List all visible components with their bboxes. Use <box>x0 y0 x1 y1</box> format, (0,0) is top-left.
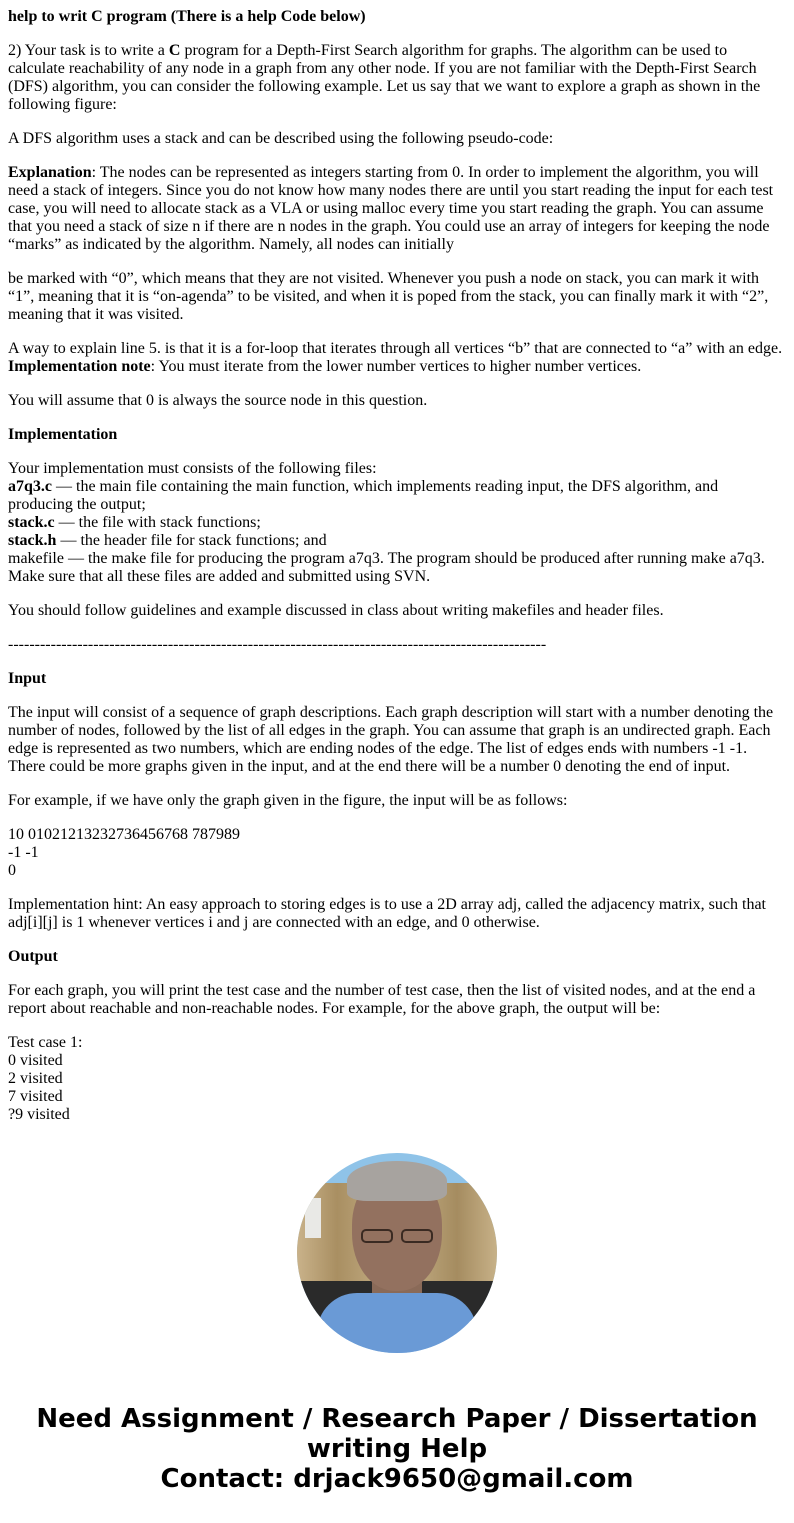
text: — the header file for stack functions; and <box>56 532 327 549</box>
implementation-heading: Implementation <box>8 426 118 443</box>
task-paragraph <box>8 42 786 114</box>
text-bold: C <box>168 42 181 59</box>
input-paragraph: The input will consist of a sequence of graph descriptions. Each graph description will start with a number denoting the number of nodes, followed by the list of all edges in the graph. You can assume that graph is an undirected graph. Each edge is represented as two numbers, which are ending nodes of the edge. The list of edges ends with numbers -1 -1. There could be more graphs given in the input, and at the end there will be a number 0 denoting the end of input. <box>8 704 774 775</box>
marks-paragraph: be marked with “0”, which means that they are not visited. Whenever you push a node on stack, you can mark it with “1”, meaning that it is “on-agenda” to be visited, and when it is poped from the stack, you can finally mark it with “2”, meaning that it was visited. <box>8 270 769 323</box>
text: A way to explain line 5. is that it is a for-loop that iterates through all vertices “b” that are connected to “a” with an edge. <box>8 340 783 357</box>
dfs-intro: A DFS algorithm uses a stack and can be described using the following pseudo-code: <box>8 130 554 147</box>
output-line: 2 visited <box>8 1070 63 1087</box>
banner-contact: Contact: drjack9650@gmail.com <box>160 1464 634 1494</box>
text: Your implementation must consists of the following files: <box>8 460 377 477</box>
output-heading: Output <box>8 948 58 965</box>
glasses-icon <box>357 1229 437 1243</box>
text-bold: Implementation note <box>8 358 151 375</box>
text: : The nodes can be represented as integers starting from 0. In order to implement the algorithm, you will need a stack of integers. Since you do not know how many nodes there are until you start reading the input for each test case, you will need to allocate stack as a VLA or using malloc every time you start reading the graph. You can assume that you need a stack of size n if there are n nodes in the graph. You could use an array of integers for keeping the node “marks” as indicated by the algorithm. Namely, all nodes can initially <box>8 164 774 253</box>
output-line: 0 visited <box>8 1052 63 1069</box>
text: makefile — the make file for producing the program a7q3. The program should be produced after running make a7q3. Make sure that all these files are added and submitted using SVN. <box>8 550 765 585</box>
output-paragraph: For each graph, you will print the test case and the number of test case, then the list of visited nodes, and at the end a report about reachable and non-reachable nodes. For example, for the above graph, the output will be: <box>8 982 756 1017</box>
input-line: -1 -1 <box>8 844 39 861</box>
input-example <box>8 826 786 880</box>
text: — the file with stack functions; <box>54 514 261 531</box>
text: : You must iterate from the lower number vertices to higher number vertices. <box>150 358 642 375</box>
line5-paragraph <box>8 340 786 376</box>
tutor-avatar <box>297 1153 497 1353</box>
files-list <box>8 460 786 586</box>
text: program for a Depth-First Search algorithm for graphs. The algorithm can be used to calculate reachability of any node in a graph from any other node. If you are not familiar with the Depth-First Search (DFS) algorithm, you can consider the following example. Let us say that we want to explore a graph as shown in the following figure: <box>8 42 761 113</box>
example-intro: For example, if we have only the graph given in the figure, the input will be as follows: <box>8 792 568 809</box>
text: — the main file containing the main function, which implements reading input, the DFS algorithm, and producing the output; <box>8 478 719 513</box>
divider: ----------------------------------------------------------------------------------------------------- <box>8 636 547 653</box>
input-line: 10 01021213232736456768 787989 <box>8 826 240 843</box>
hint-paragraph: Implementation hint: An easy approach to storing edges is to use a 2D array adj, called the adjacency matrix, such that adj[i][j] is 1 whenever vertices i and j are connected with an edge, and 0 otherwise. <box>8 896 766 931</box>
source-node-paragraph: You will assume that 0 is always the source node in this question. <box>8 392 428 409</box>
contact-banner <box>0 1404 794 1494</box>
file-name: stack.h <box>8 532 57 549</box>
text: 2) Your task is to write a <box>8 42 169 59</box>
text-bold: Explanation <box>8 164 92 181</box>
explanation-paragraph <box>8 164 786 254</box>
output-line: 7 visited <box>8 1088 63 1105</box>
file-name: stack.c <box>8 514 55 531</box>
input-heading: Input <box>8 670 47 687</box>
input-line: 0 <box>8 862 16 879</box>
file-name: a7q3.c <box>8 478 52 495</box>
output-example <box>8 1034 786 1124</box>
guidelines-paragraph: You should follow guidelines and example discussed in class about writing makefiles and header files. <box>8 602 664 619</box>
output-line: Test case 1: <box>8 1034 83 1051</box>
output-line: ?9 visited <box>8 1106 70 1123</box>
question-title: help to writ C program (There is a help Code below) <box>8 8 366 25</box>
banner-headline: Need Assignment / Research Paper / Dissertation writing Help <box>36 1404 758 1464</box>
